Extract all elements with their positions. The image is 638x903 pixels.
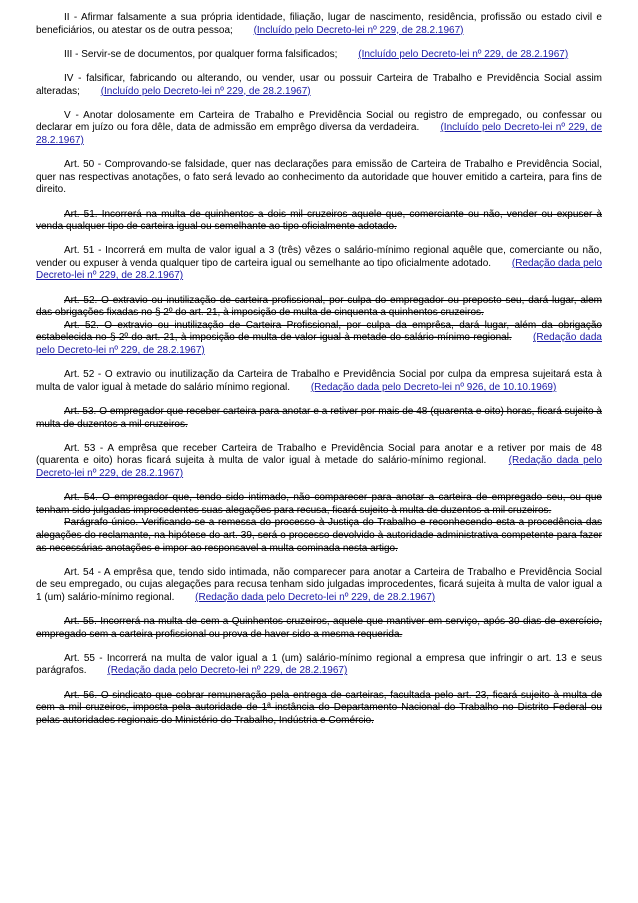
decree-reference-link[interactable]: (Redação dada pelo Decreto-lei nº 229, de 28.2.1967) — [36, 455, 603, 479]
paragraph-text: Art. 53. O empregador que receber carteira para anotar e a retiver por mais de 48 (quarenta e oito) horas, ficará sujeito à multa de duzentos a mil cruzeiros. — [36, 406, 602, 430]
decree-reference-link[interactable]: (Redação dada pelo Decreto-lei nº 926, de 10.10.1969) — [310, 381, 557, 393]
decree-reference-link[interactable]: (Incluído pelo Decreto-lei nº 229, de 28.2.1967) — [253, 24, 464, 36]
decree-reference-link[interactable]: (Incluído pelo Decreto-lei nº 229, de 28.2.1967) — [358, 48, 569, 60]
law-paragraph — [36, 653, 602, 678]
paragraph-text: Art. 52. O extravio ou inutilização de carteira profissional, por culpa do empregador ou preposto seu, dará lugar, alem das obrigações fixadas no § 2º do art. 21, à imposição de multa de cinquenta a quinhentos cruzeiros. — [36, 294, 602, 319]
revoked-paragraph — [36, 295, 602, 320]
paragraph-text: V - Anotar dolosamente em Carteira de Trabalho e Previdência Social ou registro de empregado, ou confessar ou declarar em juízo ou fora dêle, data de admissão em emprêgo diversa da verdadeira. — [36, 109, 602, 134]
paragraph-text: II - Afirmar falsamente a sua própria identidade, filiação, lugar de nascimento, residência, profissão ou estado civil e beneficiários, ou atestar os de outra pessoa; — [36, 12, 602, 36]
revoked-paragraph — [36, 616, 602, 641]
paragraph-text: Parágrafo único. Verificando-se a remessa do processo à Justiça do Trabalho e reconhecendo esta a procedência das alegações do reclamante, na hipótese do art. 39, será o processo devolvido à autoridade administrativa competente para fazer as necessárias anotações e impor ao responsavel a multa cominada nesta artigo. — [36, 517, 602, 554]
revoked-paragraph — [36, 517, 602, 555]
decree-reference-link[interactable]: (Incluído pelo Decreto-lei nº 229, de 28.2.1967) — [100, 85, 311, 97]
revoked-paragraph — [36, 406, 602, 431]
revoked-paragraph — [36, 492, 602, 517]
law-paragraph — [36, 245, 602, 283]
paragraph-text: Art. 54. O empregador que, tendo sido intimado, não comparecer para anotar a carteira de empregado seu, ou que tenham sido julgadas improcedentes suas alegações para recusa, ficará sujeito à multa de duzentos a mil cruzeiros. — [36, 492, 602, 516]
decree-reference-link[interactable]: (Redação dada pelo Decreto-lei nº 229, de 28.2.1967) — [195, 591, 436, 603]
decree-reference-link[interactable]: (Redação dada pelo Decreto-lei nº 229, de 28.2.1967) — [107, 665, 348, 677]
paragraph-text: Art. 54 - A emprêsa que, tendo sido intimada, não comparecer para anotar a Carteira de Trabalho e Previdência Social de seu empregado, ou cujas alegações para recusa tenham sido julgadas improcedentes, ficará sujeita à multa de valor igual a 1 (um) salário-mínimo regional. — [36, 566, 602, 603]
revoked-paragraph — [36, 690, 602, 728]
decree-reference-link[interactable]: (Incluído pelo Decreto-lei nº 229, de 28.2.1967) — [36, 122, 602, 146]
paragraph-text: Art. 55 - Incorrerá na multa de valor igual a 1 (um) salário-mínimo regional a empresa que infringir o art. 13 e seus parágrafos. — [36, 652, 602, 677]
paragraph-text: IV - falsificar, fabricando ou alterando, ou vender, usar ou possuir Carteira de Trabalho e Previdência Social assim alteradas; — [36, 72, 602, 97]
paragraph-text: III - Servir-se de documentos, por qualquer forma falsificados; — [64, 48, 338, 60]
revoked-paragraph — [36, 320, 602, 358]
law-paragraph — [36, 443, 602, 481]
paragraph-text: Art. 50 - Comprovando-se falsidade, quer nas declarações para emissão de Carteira de Trabalho e Previdência Social, quer nas respectivas anotações, o fato será levado ao conhecimento da autoridade que houver emitido a carteira, para fins de direito. — [36, 159, 602, 196]
revoked-paragraph — [36, 209, 602, 234]
law-paragraph — [36, 110, 602, 148]
law-paragraph — [36, 567, 602, 605]
law-paragraph — [36, 49, 602, 62]
decree-reference-link[interactable]: (Redação dada pelo Decreto-lei nº 229, de 28.2.1967) — [36, 332, 602, 357]
decree-reference-link[interactable]: (Redação dada pelo Decreto-lei nº 229, de 28.2.1967) — [36, 257, 603, 282]
paragraph-text: Art. 53 - A emprêsa que receber Carteira de Trabalho e Previdência Social para anotar e a retiver por mais de 48 (quarenta e oito) horas ficará sujeita à multa de valor igual à metade do salário-mínimo regional. — [36, 442, 602, 467]
law-paragraph — [36, 73, 602, 98]
paragraph-text: Art. 55. Incorrerá na multa de cem a Quinhentos cruzeiros, aquele que mantiver em serviço, após 30 dias de exercício, empregado sem a carteira profissional ou prova de haver sido a mesma requerida. — [36, 616, 602, 640]
paragraph-text: Art. 56. O sindicato que cobrar remuneração pela entrega de carteiras, facultada pelo art. 23, ficará sujeito à multa de cem a mil cruzeiros, imposta pela autoridade de 1ª instância do Departamento Nacional do Trabalho no Distrito Federal ou pelas autoridades regionais do Ministério do Trabalho, Indústria e Comércio. — [36, 689, 602, 726]
law-paragraph — [36, 12, 602, 37]
law-paragraph — [36, 369, 602, 394]
paragraph-text: Art. 52 - O extravio ou inutilização da Carteira de Trabalho e Previdência Social por culpa da empresa sujeitará esta à multa de valor igual à metade do salário mínimo regional. — [36, 369, 602, 393]
law-paragraph — [36, 159, 602, 197]
paragraph-text: Art. 51 - Incorrerá em multa de valor igual a 3 (três) vêzes o salário-mínimo regional aquêle que, comerciante ou não, vender ou expuser à venda qualquer tipo de carteira igual ou semelhante ao tipo oficialmente adotado. — [36, 245, 602, 269]
paragraph-text: Art. 51. Incorrerá na multa de quinhentos a dois mil cruzeiros aquele que, comerciante ou não, vender ou expuser à venda qualquer tipo de carteira igual ou semelhante ao tipo oficialmente adotado. — [36, 208, 602, 233]
paragraph-text: Art. 52. O extravio ou inutilização de Carteira Profissional, por culpa da emprêsa, dará lugar, além da obrigação estabelecida no § 2º do art. 21, à imposição de multa de valor igual à metade do salário-mínimo regional. — [36, 319, 602, 344]
